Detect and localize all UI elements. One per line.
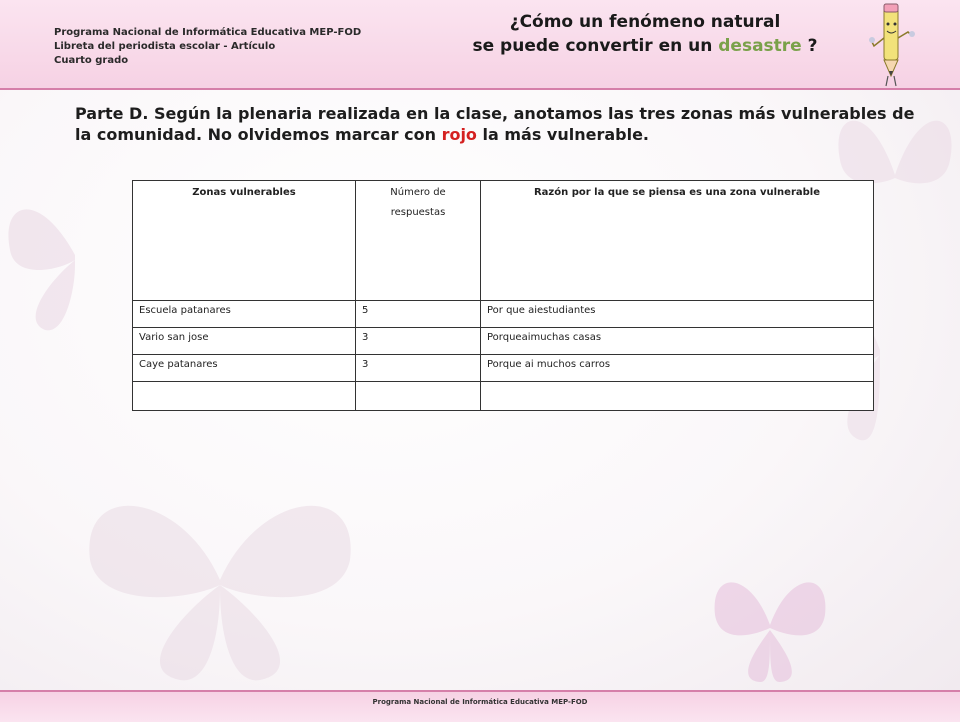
program-line: Programa Nacional de Informática Educativa MEP-FOD [54, 27, 362, 38]
butterfly-icon [0, 170, 150, 340]
table-cell[interactable]: 3 [356, 355, 481, 382]
footer-band [0, 690, 960, 722]
table-cell[interactable]: Porque ai muchos carros [481, 355, 874, 382]
instruction-text: Parte D. Según la plenaria realizada en la clase, anotamos las tres zonas más vulnerables de la comunidad. No olvidemos marcar con rojo la más vulnerable. [75, 104, 915, 144]
footer-text: Programa Nacional de Informática Educativa MEP-FOD [372, 698, 588, 706]
pencil-mascot-icon [868, 2, 916, 88]
table-header-row [133, 181, 874, 301]
butterfly-icon [690, 560, 850, 690]
table-cell[interactable]: Escuela patanares [133, 301, 356, 328]
table-cell[interactable]: Por que aiestudiantes [481, 301, 874, 328]
table-cell[interactable]: Porqueaimuchas casas [481, 328, 874, 355]
table-cell[interactable]: 3 [356, 328, 481, 355]
title-line-1: ¿Cómo un fenómeno natural [509, 12, 781, 32]
header-razon: Razón por la que se piensa es una zona vulnerable [481, 181, 874, 301]
red-emphasis-word: rojo [441, 125, 477, 144]
grade-line: Cuarto grado [54, 55, 129, 66]
table-cell[interactable]: Caye patanares [133, 355, 356, 382]
title-accent-word: desastre [718, 36, 802, 56]
vulnerable-zones-table [132, 180, 874, 411]
table-cell[interactable]: 5 [356, 301, 481, 328]
title-line-2: se puede convertir en un desastre ? [472, 36, 818, 56]
header-zonas: Zonas vulnerables [133, 181, 356, 301]
program-info [54, 26, 361, 68]
table-cell[interactable] [133, 382, 356, 411]
table-row-empty [133, 382, 874, 411]
table-cell[interactable] [481, 382, 874, 411]
notebook-line: Libreta del periodista escolar - Artículo [54, 41, 276, 52]
table-row [133, 301, 874, 328]
table-cell[interactable] [356, 382, 481, 411]
table-row [133, 355, 874, 382]
table-cell[interactable]: Vario san jose [133, 328, 356, 355]
table-row [133, 328, 874, 355]
header-numero: Número de respuestas [356, 181, 481, 301]
page-title [430, 10, 860, 58]
butterfly-icon [70, 470, 370, 690]
header-band [0, 0, 960, 90]
